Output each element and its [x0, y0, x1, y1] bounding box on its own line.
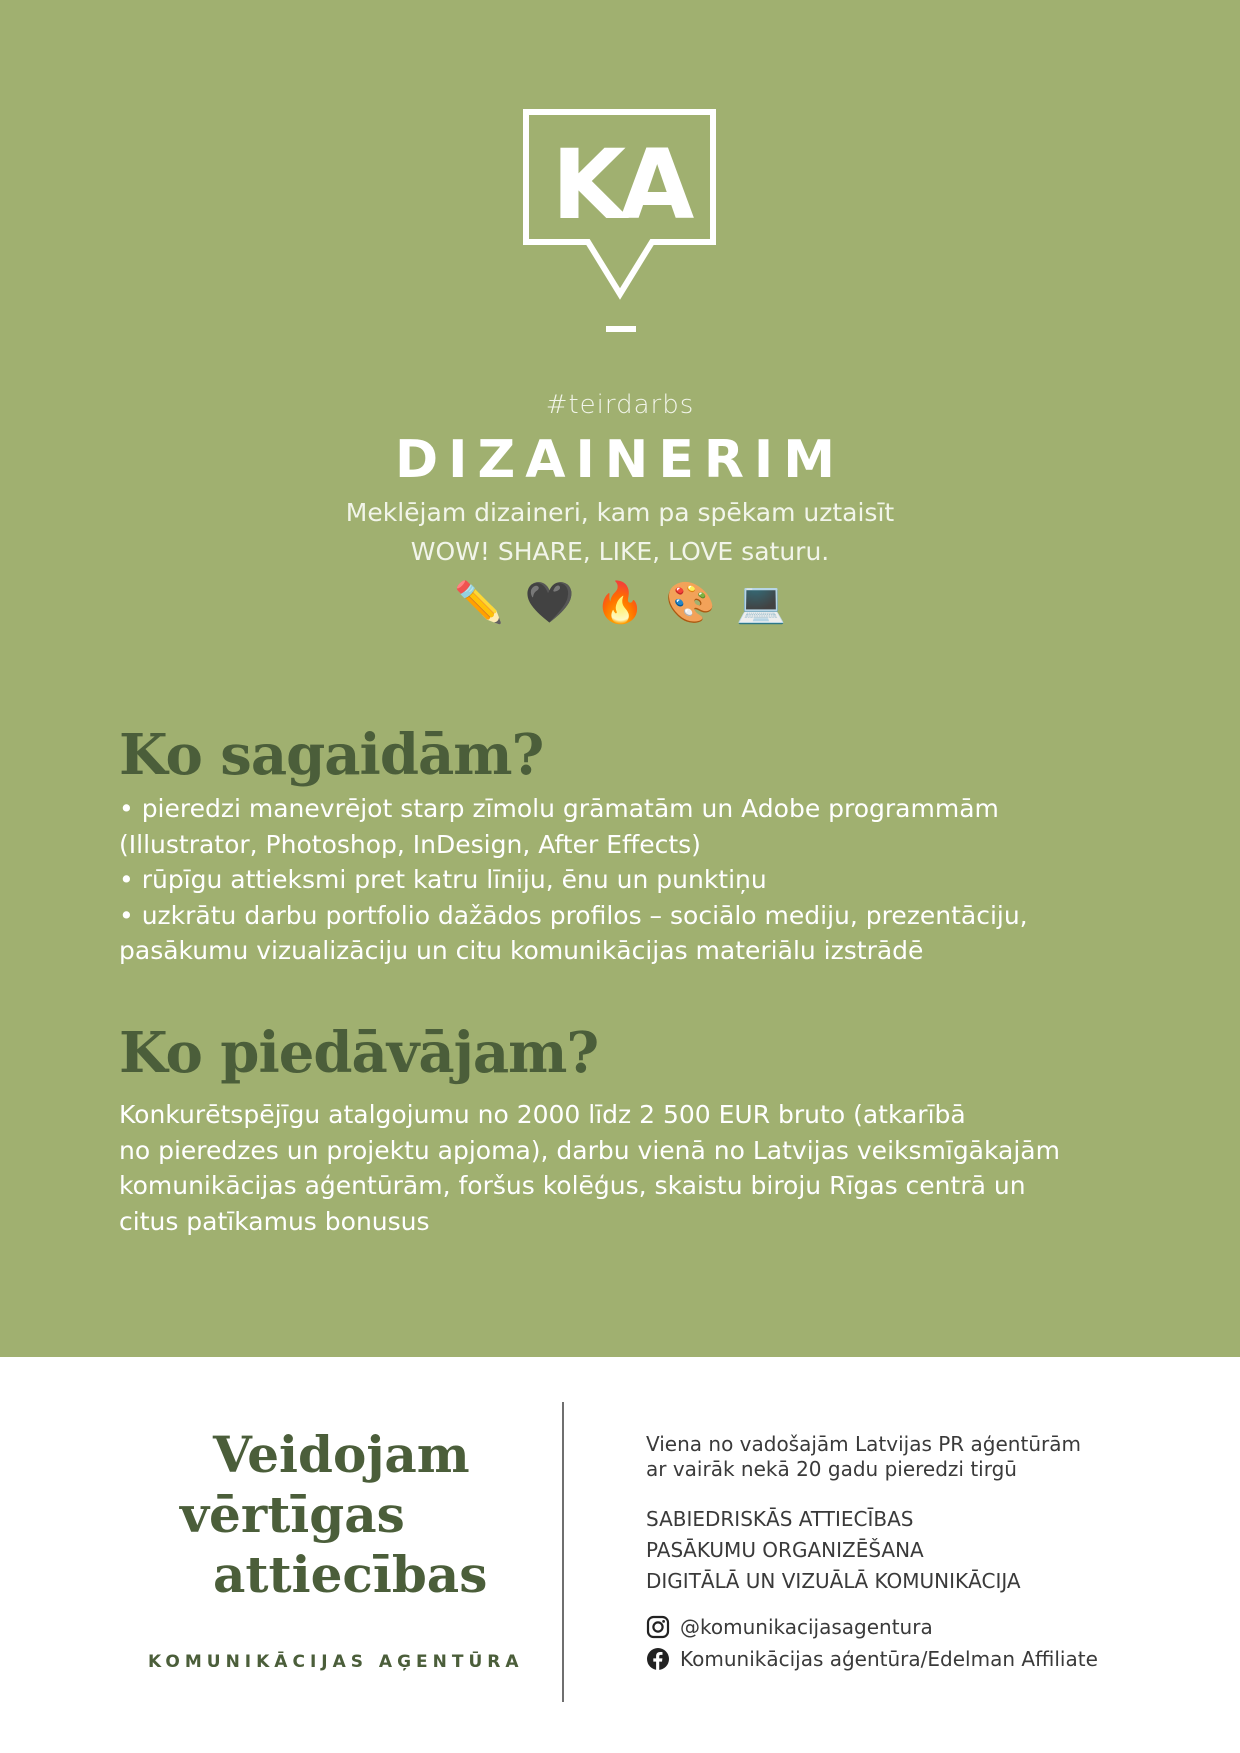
facebook-page[interactable]: Komunikācijas aģentūra/Edelman Affiliate: [680, 1647, 1098, 1671]
intro-text: [0, 493, 1240, 571]
page-title: DIZAINERIM: [395, 430, 845, 490]
ka-logo: [522, 108, 718, 338]
list-item: (Illustrator, Photoshop, InDesign, After Effects): [119, 829, 701, 859]
agency-description: [646, 1432, 1206, 1482]
service-item: DIGITĀLĀ UN VIZUĀLĀ KOMUNIKĀCIJA: [646, 1569, 1021, 1593]
instagram-handle[interactable]: @komunikacijasagentura: [680, 1615, 933, 1639]
hashtag: #teirdarbs: [545, 390, 695, 420]
offer-line: komunikācijas aģentūrām, foršus kolēģus, skaistu biroju Rīgas centrā un: [119, 1171, 1026, 1200]
slogan-line: attiecības: [213, 1545, 488, 1604]
offer-heading: Ko piedāvājam?: [119, 1020, 599, 1086]
slogan-line: Veidojam: [213, 1425, 470, 1484]
footer-divider: [562, 1402, 564, 1702]
list-item: • rūpīgu attieksmi pret katru līniju, ēnu un punktiņu: [119, 865, 767, 894]
emoji-row: [0, 578, 1240, 628]
instagram-icon: [646, 1615, 670, 1639]
services-list: [646, 1504, 1206, 1597]
instagram-link[interactable]: [646, 1615, 933, 1639]
offer-text: [119, 1097, 1079, 1239]
expect-heading: Ko sagaidām?: [119, 722, 544, 788]
expect-list: [119, 791, 1139, 969]
slogan-line: vērtīgas: [180, 1485, 405, 1544]
logo-text: KA: [551, 129, 689, 241]
black-heart-icon: 🖤: [524, 580, 575, 626]
description-line: ar vairāk nekā 20 gadu pieredzi tirgū: [646, 1457, 1017, 1481]
list-item: • pieredzi manevrējot starp zīmolu grāmatām un Adobe programmām: [119, 794, 999, 823]
offer-line: citus patīkamus bonusus: [119, 1206, 430, 1236]
service-item: PASĀKUMU ORGANIZĒŠANA: [646, 1538, 924, 1562]
offer-line: no pieredzes un projektu apjoma), darbu vienā no Latvijas veiksmīgākajām: [119, 1135, 1060, 1165]
list-item: • uzkrātu darbu portfolio dažādos profilos – sociālo mediju, prezentāciju,: [119, 900, 1028, 930]
intro-line: WOW! SHARE, LIKE, LOVE saturu.: [410, 537, 830, 566]
agency-name: KOMUNIKĀCIJAS AĢENTŪRA: [148, 1652, 524, 1672]
list-item: pasākumu vizualizāciju un citu komunikācijas materiālu izstrādē: [119, 936, 924, 965]
fire-icon: 🔥: [595, 580, 645, 626]
pencil-icon: ✏️: [454, 580, 504, 626]
facebook-icon: [646, 1647, 670, 1671]
intro-line: Meklējam dizaineri, kam pa spēkam uztaisīt: [345, 498, 895, 527]
palette-icon: 🎨: [665, 580, 716, 626]
offer-line: Konkurētspējīgu atalgojumu no 2000 līdz 2 500 EUR bruto (atkarībā: [119, 1100, 966, 1129]
laptop-icon: 💻: [736, 580, 786, 626]
description-line: Viena no vadošajām Latvijas PR aģentūrām: [646, 1432, 1081, 1456]
service-item: SABIEDRISKĀS ATTIECĪBAS: [646, 1507, 914, 1531]
facebook-link[interactable]: [646, 1647, 1098, 1671]
